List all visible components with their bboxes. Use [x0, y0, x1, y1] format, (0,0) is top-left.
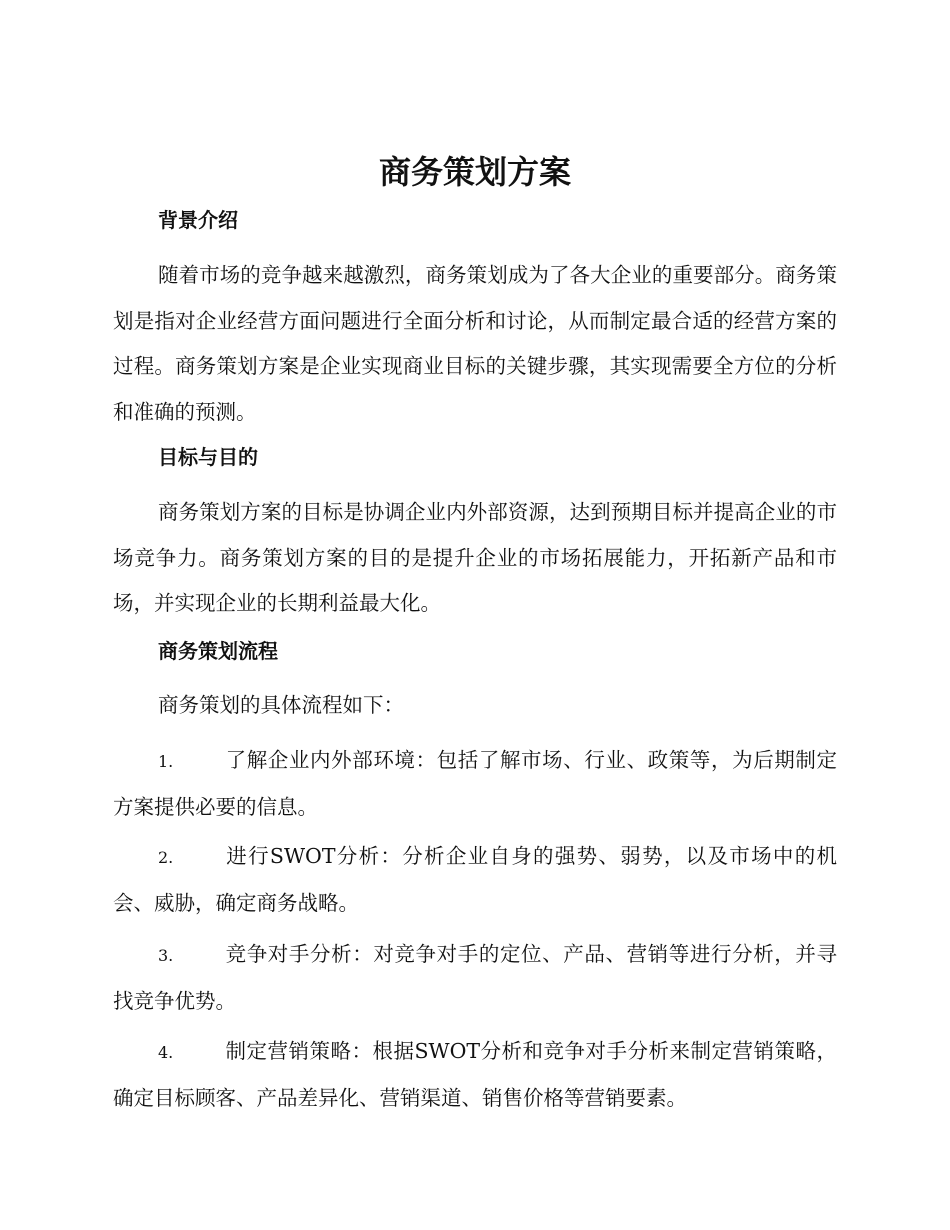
- list-item-number: 2.: [158, 848, 174, 867]
- list-item-text: 制定营销策略：根据SWOT分析和竞争对手分析来制定营销策略，确定目标顾客、产品差异化、营销渠道、销售价格等营销要素。: [113, 1039, 837, 1110]
- document-title: 商务策划方案: [378, 153, 571, 191]
- section-heading-background: 背景介绍: [158, 208, 238, 232]
- paragraph-background: 随着市场的竞争越来越激烈，商务策划成为了各大企业的重要部分。商务策划是指对企业经营方面问题进行全面分析和讨论，从而制定最合适的经营方案的过程。商务策划方案是企业实现商业目标的关键步骤，其实现需要全方位的分析和准确的预测。: [113, 263, 837, 424]
- list-item-text: 了解企业内外部环境：包括了解市场、行业、政策等，为后期制定方案提供必要的信息。: [113, 748, 837, 819]
- list-item: [113, 738, 837, 830]
- list-item: [113, 1029, 837, 1121]
- list-item: [113, 834, 837, 926]
- list-item: [113, 932, 837, 1024]
- paragraph-goals: 商务策划方案的目标是协调企业内外部资源，达到预期目标并提高企业的市场竞争力。商务策划方案的目的是提升企业的市场拓展能力，开拓新产品和市场，并实现企业的长期利益最大化。: [113, 500, 837, 615]
- section-heading-goals: 目标与目的: [158, 445, 258, 469]
- paragraph-process-intro: 商务策划的具体流程如下：: [158, 693, 404, 717]
- list-item-text: 竞争对手分析：对竞争对手的定位、产品、营销等进行分析，并寻找竞争优势。: [113, 942, 837, 1013]
- list-item-number: 4.: [158, 1043, 174, 1062]
- list-item-number: 1.: [158, 752, 174, 771]
- list-item-text: 进行SWOT分析：分析企业自身的强势、弱势，以及市场中的机会、威胁，确定商务战略。: [113, 844, 837, 915]
- list-item-number: 3.: [158, 946, 174, 965]
- section-heading-process: 商务策划流程: [158, 639, 278, 663]
